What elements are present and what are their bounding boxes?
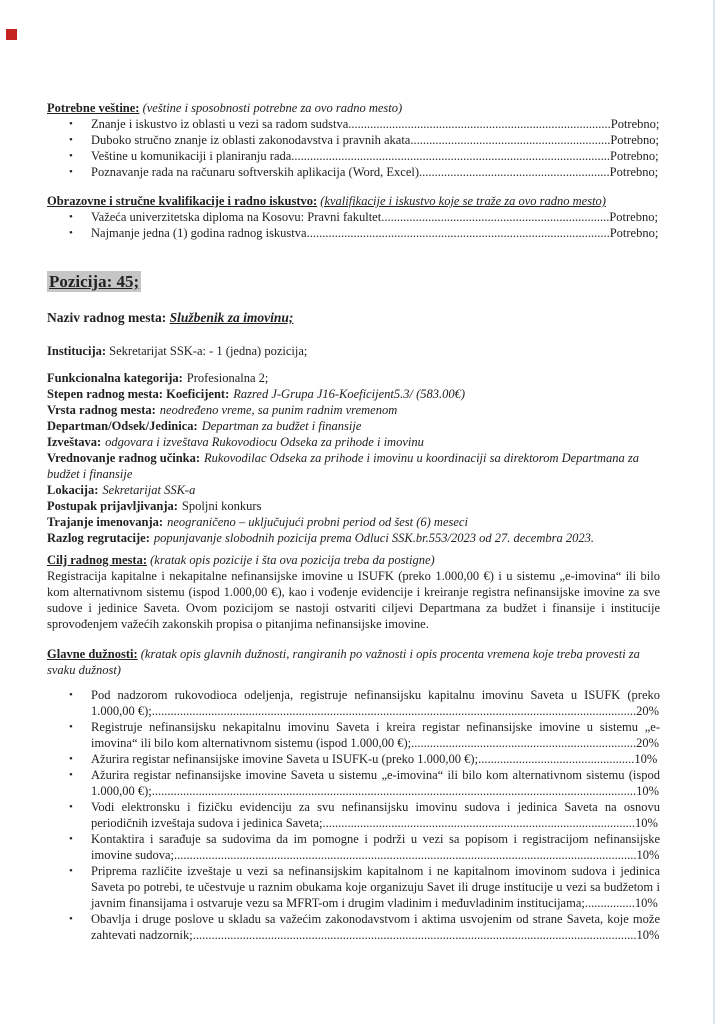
skills-heading (47, 100, 660, 116)
list-item (69, 209, 660, 225)
bullet-icon: • (69, 913, 73, 925)
duties-heading (47, 646, 660, 678)
field-value: Razred J-Grupa J16-Koeficijent5.3/ (583.00€) (233, 387, 466, 401)
dot-leader: ........................................................................ (411, 736, 637, 750)
section-skills (47, 100, 660, 180)
section-duties (47, 646, 660, 943)
field-value: odgovara i izveštava Rukovodiocu Odseka za prihode i imovinu (105, 435, 424, 449)
duty-item-percentage: 10% (636, 928, 660, 942)
duty-item-body (91, 831, 660, 863)
list-item-body (91, 116, 660, 132)
duty-item-body (91, 719, 660, 751)
bullet-icon: • (69, 769, 73, 781)
field-line (47, 370, 660, 386)
institution-value: Sekretarijat SSK-a: - 1 (jedna) pozicija; (109, 344, 308, 358)
field-line (47, 450, 660, 482)
bullet-icon: • (69, 118, 73, 130)
field-label: Stepen radnog mesta: Koeficijent: (47, 387, 230, 401)
duty-item-text: Kontaktira i sarađuje sa sudovima da im pomogne i podrži u vezi sa popisom i registracijom nefinansijske imovine sudova; (91, 832, 660, 862)
bullet-icon: • (69, 211, 73, 223)
list-item-value: Potrebno; (609, 226, 659, 240)
goal-subtitle: (kratak opis pozicije i šta ova pozicija treba da postigne) (150, 553, 435, 567)
field-line (47, 386, 660, 402)
field-line (47, 498, 660, 514)
field-label: Departman/Odsek/Jedinica: (47, 419, 198, 433)
list-item-text: Najmanje jedna (1) godina radnog iskustva (91, 226, 307, 240)
duty-item (69, 687, 660, 719)
list-item (69, 225, 660, 241)
dot-leader: .................................................................................... (348, 117, 611, 131)
duty-item-percentage: 10% (636, 784, 660, 798)
goal-heading (47, 552, 660, 568)
document-page (47, 0, 660, 943)
list-item-text: Duboko stručno znanje iz oblasti zakonodavstva i pravnih akata (91, 133, 411, 147)
list-item-body (91, 132, 660, 148)
skills-subtitle: (veštine i sposobnosti potrebne za ovo radno mesto) (142, 101, 403, 115)
section-qualifications (47, 193, 660, 241)
goal-title: Cilj radnog mesta: (47, 553, 147, 567)
dot-leader: .................................................................................................................................................... (173, 848, 637, 862)
field-label: Funkcionalna kategorija: (47, 371, 183, 385)
dot-leader: ................ (584, 896, 635, 910)
field-line (47, 434, 660, 450)
duty-item (69, 719, 660, 751)
dot-leader: ......................................................................... (381, 210, 610, 224)
page-edge-line (713, 0, 715, 1024)
duty-item-body (91, 767, 660, 799)
duty-item (69, 799, 660, 831)
field-label: Lokacija: (47, 483, 99, 497)
list-item-text: Veštine u komunikaciji i planiranju rada (91, 149, 292, 163)
bullet-icon: • (69, 753, 73, 765)
duty-item (69, 767, 660, 799)
dot-leader: ............................................................. (419, 165, 610, 179)
dot-leader: ........................................................................................................................................................... (151, 704, 637, 718)
red-marker (6, 29, 17, 40)
dot-leader: .............................................................................................................................................. (192, 928, 637, 942)
duty-item-text: Obavlja i druge poslove u skladu sa važećim zakonodavstvom i aktima usvojenim od strane Saveta, koje može zahtevati nadzornik; (91, 912, 660, 942)
duty-item-text: Pod nadzorom rukovodioca odeljenja, registruje nefinansijsku kapitalnu imovinu Saveta u ISUFK (preko 1.000,00 €); (91, 688, 660, 718)
list-item-body (91, 164, 660, 180)
fields-block (47, 370, 660, 546)
dot-leader: ................................................................................................. (306, 226, 610, 240)
field-value: Spoljni konkurs (181, 499, 262, 513)
list-item-body (91, 225, 660, 241)
duty-item-body (91, 687, 660, 719)
duty-item-percentage: 10% (636, 848, 660, 862)
duty-item-body (91, 751, 660, 767)
field-line (47, 418, 660, 434)
field-value: neodređeno vreme, sa punim radnim vremenom (159, 403, 398, 417)
goal-body: Registracija kapitalne i nekapitalne nefinansijske imovine u ISUFK (preko 1.000,00 €) i u sistemu „e-imovina“ ili bilo kom alternativnom sistemu (ispod 1.000,00 €), kao i vođenje evidencije i kreiranje registra nefinansijske imovine za sve sudove i jedinice Saveta. Ovom pozicijom se nastoji ostvariti ciljevi Departmana za budžet i finansije i institucije sprovođenjem važećih zakonskih propisa o pitanjima nefinansijske imovine. (47, 569, 660, 631)
field-value: neograničeno – uključujući probni period od šest (6) meseci (167, 515, 468, 529)
field-label: Vrednovanje radnog učinka: (47, 451, 201, 465)
field-line (47, 402, 660, 418)
field-label: Vrsta radnog mesta: (47, 403, 156, 417)
duties-list (47, 687, 660, 943)
duties-subtitle: (kratak opis glavnih dužnosti, rangiranih po važnosti i opis procenta vremena koje treba provesti za svaku dužnost) (47, 647, 640, 677)
job-title-value: Službenik za imovinu; (169, 310, 294, 325)
field-value: Rukovodilac Odseka za prihode i imovinu u koordinaciji sa direktorom Departmana za budžet i finansije (47, 451, 640, 481)
duty-item (69, 863, 660, 911)
duty-item-text: Vodi elektronsku i fizičku evidenciju za svu nefinansijsku imovinu sudova i jedinica Saveta na osnovu periodičnih izveštaja sudova i jedinica Saveta; (91, 800, 660, 830)
duty-item-text: Ažurira registar nefinansijske imovine Saveta u ISUFK-u (preko 1.000,00 €); (91, 752, 479, 766)
duty-item-body (91, 863, 660, 911)
field-label: Razlog regrutacije: (47, 531, 150, 545)
qualifications-heading (47, 193, 660, 209)
list-item-text: Poznavanje rada na računaru softverskih aplikacija (Word, Excel) (91, 165, 420, 179)
duty-item-text: Priprema različite izveštaje u vezi sa nefinansijskim kapitalnom i ne kapitalnom imovinom sudova i jedinica Saveta po potrebi, te učestvuje u raznim obukama koje organizuju Savet ili druge institucije u vezi sa budžetom i javnim finansijama i ostvaruje vezu sa MFRT-om i drugim vladinim i međuvladinim institucijama; (91, 864, 660, 910)
bullet-icon: • (69, 689, 73, 701)
qualifications-subtitle: (kvalifikacije i iskustvo koje se traže za ovo radno mesto) (320, 194, 606, 208)
dot-leader: .................................................................................................... (322, 816, 636, 830)
bullet-icon: • (69, 134, 73, 146)
list-item-body (91, 209, 660, 225)
skills-title: Potrebne veštine: (47, 101, 140, 115)
list-item-value: Potrebno; (610, 133, 659, 147)
list-item (69, 148, 660, 164)
field-line (47, 482, 660, 498)
list-item (69, 116, 660, 132)
dot-leader: ........................................................................................................................................................... (151, 784, 637, 798)
job-title-label: Naziv radnog mesta: (47, 310, 167, 325)
duty-item-percentage: 20% (636, 704, 660, 718)
position-heading-text: Pozicija: 45; (49, 272, 140, 291)
field-label: Izveštava: (47, 435, 102, 449)
qualifications-list (47, 209, 660, 241)
qualifications-title: Obrazovne i stručne kvalifikacije i radno iskustvo: (47, 194, 318, 208)
bullet-icon: • (69, 150, 73, 162)
bullet-icon: • (69, 227, 73, 239)
field-value: Departman za budžet i finansije (201, 419, 362, 433)
list-item-body (91, 148, 660, 164)
duty-item (69, 911, 660, 943)
field-line (47, 530, 660, 546)
duty-item-percentage: 10% (635, 816, 658, 830)
field-label: Postupak prijavljivanja: (47, 499, 178, 513)
skills-list (47, 116, 660, 180)
list-item-value: Potrebno; (609, 165, 659, 179)
list-item (69, 164, 660, 180)
dot-leader: .................................................. (478, 752, 635, 766)
duties-title: Glavne dužnosti: (47, 647, 138, 661)
duty-item-text: Ažurira registar nefinansijske imovine Saveta u sistemu „e-imovina“ ili bilo kom alternativnom sistemu (ispod 1.000,00 €); (91, 768, 660, 798)
field-value: Sekretarijat SSK-a (102, 483, 196, 497)
bullet-icon: • (69, 865, 73, 877)
duty-item-percentage: 10% (634, 752, 658, 766)
list-item (69, 132, 660, 148)
bullet-icon: • (69, 166, 73, 178)
duty-item (69, 831, 660, 863)
duty-item (69, 751, 660, 767)
list-item-value: Potrebno; (609, 210, 658, 224)
duty-item-percentage: 20% (636, 736, 660, 750)
job-title-line (47, 309, 660, 326)
dot-leader: ...................................................................................................... (291, 149, 611, 163)
field-line (47, 514, 660, 530)
section-goal (47, 552, 660, 632)
duty-item-body (91, 911, 660, 943)
position-heading (47, 271, 660, 293)
duty-item-percentage: 10% (634, 896, 658, 910)
bullet-icon: • (69, 801, 73, 813)
field-label: Trajanje imenovanja: (47, 515, 164, 529)
bullet-icon: • (69, 721, 73, 733)
institution-label: Institucija: (47, 344, 107, 358)
list-item-text: Važeća univerzitetska diploma na Kosovu: Pravni fakultet (91, 210, 382, 224)
list-item-value: Potrebno; (610, 117, 660, 131)
duty-item-text: Registruje nefinansijsku nekapitalnu imovinu Saveta i kreira registar nefinansijske imovine u sistemu „e-imovina“ ili bilo kom alternativnom sistemu (ispod 1.000,00 €); (91, 720, 660, 750)
bullet-icon: • (69, 833, 73, 845)
dot-leader: ................................................................ (410, 133, 611, 147)
field-value: Profesionalna 2; (186, 371, 269, 385)
list-item-value: Potrebno; (610, 149, 659, 163)
duty-item-body (91, 799, 660, 831)
institution-line (47, 343, 660, 359)
field-value: popunjavanje slobodnih pozicija prema Odluci SSK.br.553/2023 od 27. decembra 2023. (153, 531, 594, 545)
list-item-text: Znanje i iskustvo iz oblasti u vezi sa radom sudstva (91, 117, 349, 131)
